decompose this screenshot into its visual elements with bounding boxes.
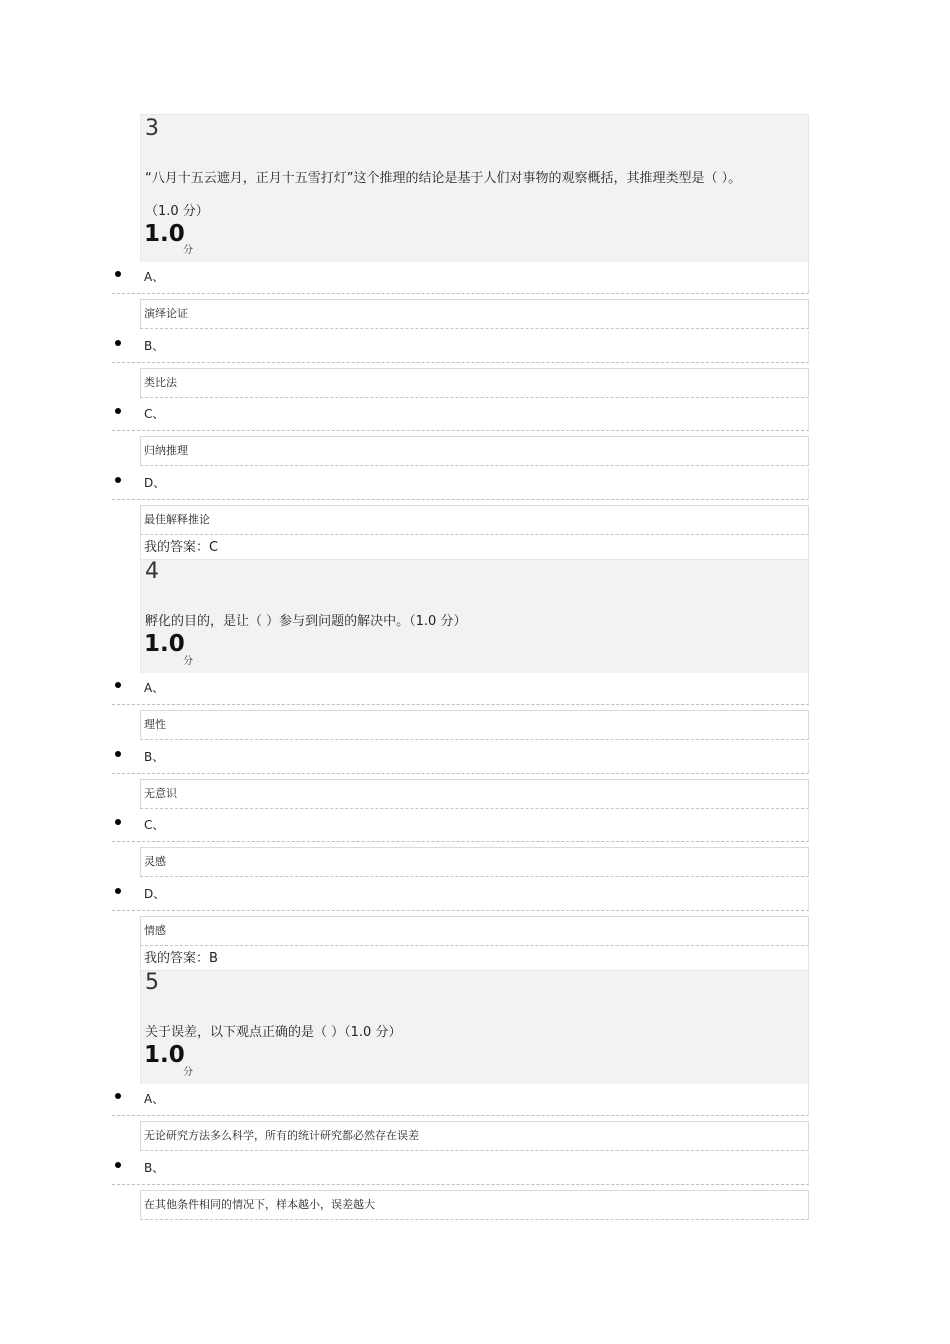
question-number: 4 xyxy=(145,559,159,584)
bullet-icon xyxy=(115,340,121,346)
option-text: 无意识 xyxy=(144,787,177,800)
option-c-content[interactable] xyxy=(140,847,809,877)
option-letter: A、 xyxy=(144,1092,165,1106)
option-text: 类比法 xyxy=(144,376,177,389)
option-a-content[interactable] xyxy=(140,1121,809,1151)
my-answer xyxy=(140,535,809,559)
bullet-icon xyxy=(115,408,121,414)
bullet-icon xyxy=(115,819,121,825)
option-d-row[interactable] xyxy=(112,879,809,911)
option-d-row[interactable] xyxy=(112,468,809,500)
option-a-row[interactable] xyxy=(112,673,809,705)
my-answer-text: 我的答案：B xyxy=(144,951,218,966)
question-number: 3 xyxy=(145,116,159,141)
bullet-icon xyxy=(115,477,121,483)
my-answer xyxy=(140,946,809,970)
option-letter: B、 xyxy=(144,750,165,764)
question-text: 关于误差，以下观点正确的是（ ）（1.0 分） xyxy=(145,1025,402,1040)
option-b-row[interactable] xyxy=(112,331,809,363)
option-b-content[interactable] xyxy=(140,368,809,398)
question-4-header xyxy=(140,559,809,673)
question-points-note: （1.0 分） xyxy=(145,204,209,219)
score-unit: 分 xyxy=(183,245,193,256)
option-text: 无论研究方法多么科学，所有的统计研究都必然存在误差 xyxy=(144,1129,419,1142)
bullet-icon xyxy=(115,751,121,757)
question-score: 1.0 xyxy=(144,221,185,247)
option-text: 演绎论证 xyxy=(144,307,188,320)
bullet-icon xyxy=(115,271,121,277)
option-letter: A、 xyxy=(144,270,165,284)
option-d-content[interactable] xyxy=(140,916,809,946)
question-text: 孵化的目的，是让（ ）参与到问题的解决中。（1.0 分） xyxy=(145,614,467,629)
question-number: 5 xyxy=(145,970,159,995)
score-unit: 分 xyxy=(183,656,193,667)
question-3-header xyxy=(140,114,809,262)
bullet-icon xyxy=(115,682,121,688)
option-text: 在其他条件相同的情况下，样本越小，误差越大 xyxy=(144,1198,375,1211)
question-score: 1.0 xyxy=(144,631,185,657)
option-c-content[interactable] xyxy=(140,436,809,466)
option-c-row[interactable] xyxy=(112,810,809,842)
bullet-icon xyxy=(115,1162,121,1168)
option-b-content[interactable] xyxy=(140,779,809,809)
option-text: 理性 xyxy=(144,718,166,731)
option-letter: B、 xyxy=(144,1161,165,1175)
option-a-row[interactable] xyxy=(112,1084,809,1116)
option-text: 归纳推理 xyxy=(144,444,188,457)
option-a-row[interactable] xyxy=(112,262,809,294)
my-answer-text: 我的答案：C xyxy=(144,540,219,555)
option-letter: C、 xyxy=(144,407,165,421)
option-letter: D、 xyxy=(144,476,166,490)
question-5-header xyxy=(140,970,809,1084)
option-d-content[interactable] xyxy=(140,505,809,535)
bullet-icon xyxy=(115,1093,121,1099)
option-letter: A、 xyxy=(144,681,165,695)
option-a-content[interactable] xyxy=(140,299,809,329)
option-b-row[interactable] xyxy=(112,742,809,774)
score-unit: 分 xyxy=(183,1067,193,1078)
option-letter: B、 xyxy=(144,339,165,353)
question-score: 1.0 xyxy=(144,1042,185,1068)
option-text: 情感 xyxy=(144,924,166,937)
option-b-content[interactable] xyxy=(140,1190,809,1220)
option-a-content[interactable] xyxy=(140,710,809,740)
option-text: 灵感 xyxy=(144,855,166,868)
bullet-icon xyxy=(115,888,121,894)
option-c-row[interactable] xyxy=(112,399,809,431)
option-letter: D、 xyxy=(144,887,166,901)
option-b-row[interactable] xyxy=(112,1153,809,1185)
option-letter: C、 xyxy=(144,818,165,832)
option-text: 最佳解释推论 xyxy=(144,513,210,526)
question-text: “八月十五云遮月，正月十五雪打灯”这个推理的结论是基于人们对事物的观察概括，其推理类型是（ ）。 xyxy=(145,171,742,186)
